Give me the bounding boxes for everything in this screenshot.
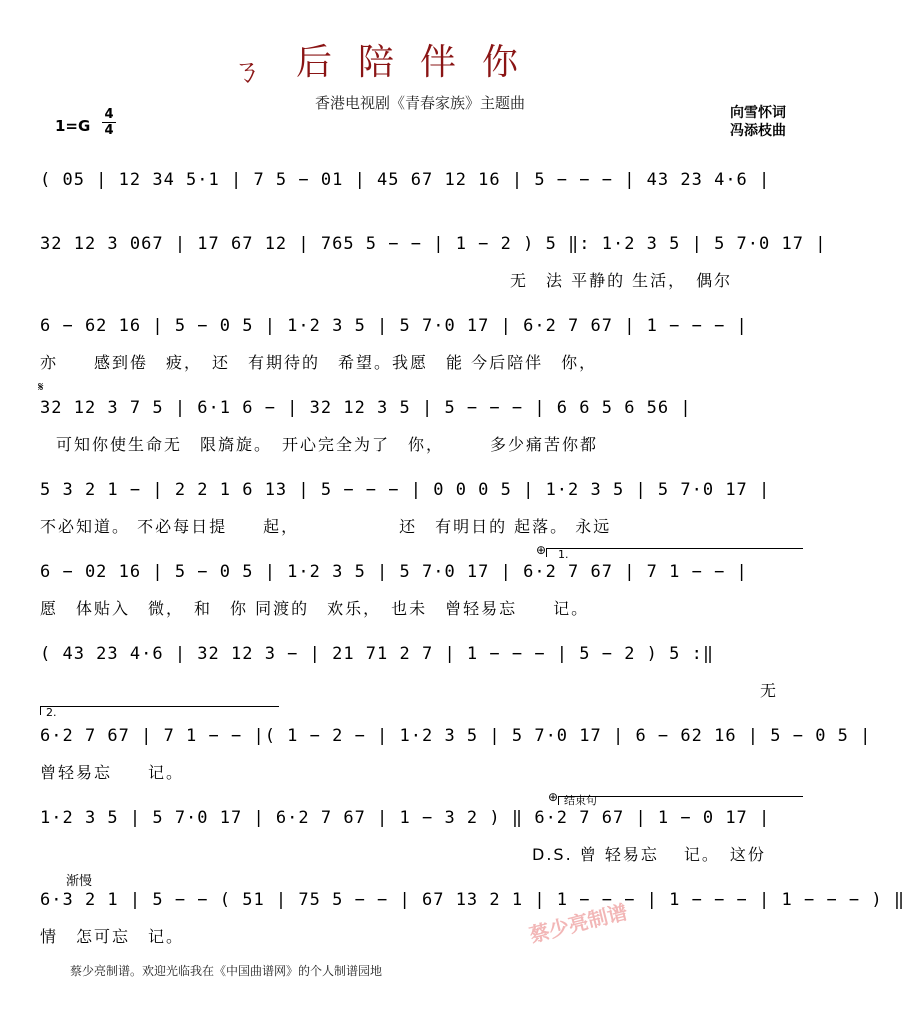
title-fragment: ㄋ — [232, 54, 262, 89]
notation-row-4: 32 12 3 7 5 | 6·1 6 − | 32 12 3 5 | 5 − − − | 6 6 5 6 56 | — [40, 398, 692, 418]
segno-sign: 𝄋 — [38, 380, 44, 395]
coda-sign-2: ⊕ — [548, 790, 559, 804]
notation-row-10: 6·3 2 1 | 5 − − ( 51 | 75 5 − − | 67 13 2 1 | 1 − − − | 1 − − − | 1 − − − ) ‖ — [40, 890, 905, 910]
lyric-row-3: 亦 感到倦 疲， 还 有期待的 希望。我愿 能 今后陪伴 你， — [40, 353, 598, 372]
notation-row-9: 1·2 3 5 | 5 7·0 17 | 6·2 7 67 | 1 − 3 2 ) ‖ 6·2 7 67 | 1 − 0 17 | — [40, 808, 771, 828]
meter-bottom: 4 — [104, 123, 114, 138]
coda-sign: ⊕ — [536, 543, 547, 557]
lyric-row-6: 愿 体贴入 微， 和 你 同渡的 欢乐， 也未 曾轻易忘 记。 — [40, 599, 590, 618]
notation-row-3: 6 − 62 16 | 5 − 0 5 | 1·2 3 5 | 5 7·0 17 | 6·2 7 67 | 1 − − − | — [40, 316, 748, 336]
song-title: 后陪伴你 — [295, 42, 544, 83]
song-subtitle: 香港电视剧《青春家族》主题曲 — [314, 94, 525, 112]
lyric-row-8: 曾轻易忘 记。 — [40, 763, 185, 782]
volta-1-bracket — [546, 548, 803, 557]
composer-credit: 冯添枝曲 — [730, 123, 786, 139]
lyricist-credit: 向雪怀词 — [730, 105, 786, 121]
notation-row-2: 32 12 3 067 | 17 67 12 | 765 5 − − | 1 − 2 ) 5 ‖: 1·2 3 5 | 5 7·0 17 | — [40, 234, 827, 254]
coda-label: 结束句 — [564, 794, 597, 807]
tempo-mark: 渐慢 — [66, 874, 93, 889]
notation-row-6: 6 − 02 16 | 5 − 0 5 | 1·2 3 5 | 5 7·0 17 | 6·2 7 67 | 7 1 − − | — [40, 562, 748, 582]
time-signature — [102, 108, 116, 137]
meter-top: 4 — [104, 107, 114, 122]
lyric-row-9: D.S. 曾 轻易忘 记。 这份 — [532, 845, 766, 864]
watermark: 蔡少亮制谱 — [526, 899, 630, 948]
key-signature: 1=G — [55, 117, 91, 135]
footer-note: 蔡少亮制谱。欢迎光临我在《中国曲谱网》的个人制谱园地 — [70, 964, 383, 978]
lyric-row-4: 可知你使生命无 限旖旋。 开心完全为了 你， 多少痛苦你都 — [56, 435, 599, 454]
lyric-row-5: 不必知道。 不必每日提 起， 还 有明日的 起落。 永远 — [40, 517, 612, 536]
notation-row-7: ( 43 23 4·6 | 32 12 3 − | 21 71 2 7 | 1 − − − | 5 − 2 ) 5 :‖ — [40, 644, 715, 664]
notation-row-5: 5 3 2 1 − | 2 2 1 6 13 | 5 − − − | 0 0 0 5 | 1·2 3 5 | 5 7·0 17 | — [40, 480, 771, 500]
lyric-row-2: 无 法 平静的 生活， 偶尔 — [510, 271, 733, 290]
volta-2-bracket — [40, 706, 279, 715]
notation-row-1: ( 05 | 12 34 5·1 | 7 5 − 01 | 45 67 12 16 | 5 − − − | 43 23 4·6 | — [40, 170, 771, 190]
lyric-row-10: 情 怎可忘 记。 — [40, 927, 185, 946]
volta-2-label: 2. — [46, 706, 57, 719]
lyric-row-7: 无 — [760, 681, 779, 700]
volta-1-label: 1. — [558, 548, 569, 561]
notation-row-8: 6·2 7 67 | 7 1 − − |( 1 − 2 − | 1·2 3 5 | 5 7·0 17 | 6 − 62 16 | 5 − 0 5 | — [40, 726, 872, 746]
